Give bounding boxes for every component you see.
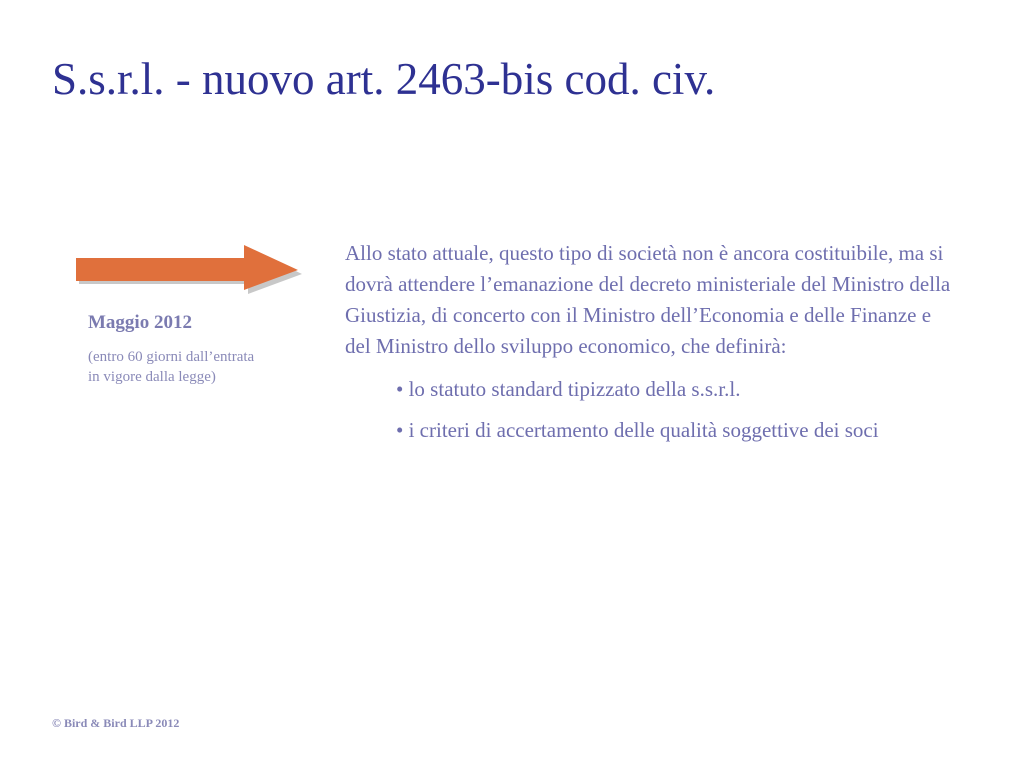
timeline-date: Maggio 2012 [88,312,192,333]
body-text [345,238,960,456]
bullet-item-criteri: • i criteri di accertamento delle qualità soggettive dei soci [396,418,879,442]
slide-title: S.s.r.l. - nuovo art. 2463-bis cod. civ. [52,54,716,104]
body-paragraph: Allo stato attuale, questo tipo di società non è ancora costituibile, ma si dovrà attendere l’emanazione del decreto ministeriale del Ministro della Giustizia, di concerto con il Ministro dell’Economia e delle Finanze e del Ministro dello sviluppo economico, che definirà: [345,241,951,358]
right-arrow-icon [72,240,304,294]
timeline-note: (entro 60 giorni dall’entrata in vigore dalla legge) [88,349,255,385]
footer-copyright: © Bird & Bird LLP 2012 [52,716,180,730]
bullet-item-statuto: • lo statuto standard tipizzato della s.s.r.l. [396,377,741,401]
